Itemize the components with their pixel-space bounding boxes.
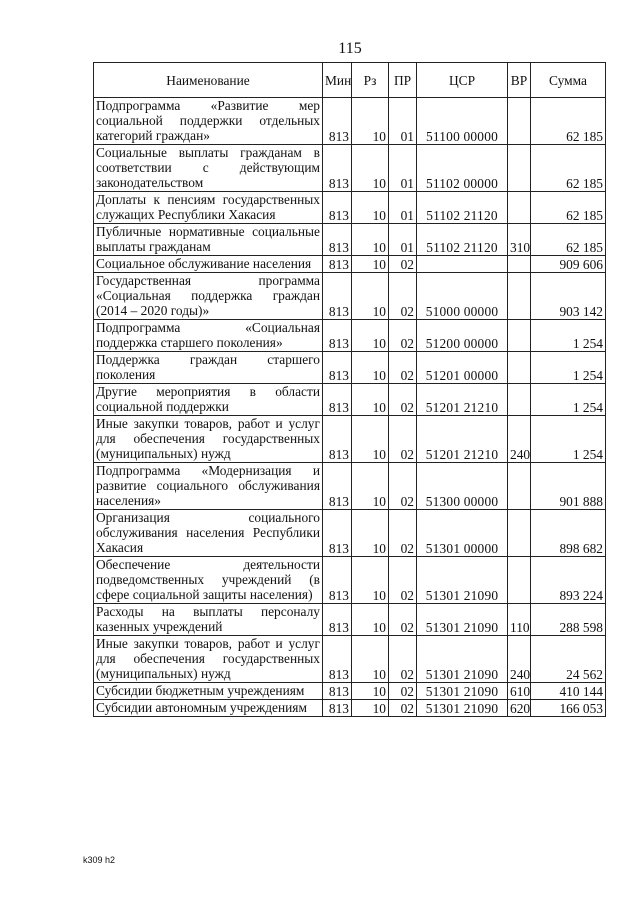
header-name: Наименование [94,63,323,98]
row-name: Иные закупки товаров, работ и услуг для обеспечения государственных (муниципальных) нужд [94,636,323,683]
row-min: 813 [323,352,352,384]
row-name: Подпрограмма «Социальная поддержка старшего поколения» [94,320,323,352]
row-rz: 10 [352,604,389,636]
row-name: Другие мероприятия в области социальной поддержки [94,384,323,416]
table-row [94,224,606,256]
row-name: Расходы на выплаты персоналу казенных учреждений [94,604,323,636]
row-rz: 10 [352,192,389,224]
row-csr: 51100 00000 [417,98,508,145]
row-sum: 1 254 [531,384,606,416]
row-rz: 10 [352,557,389,604]
row-vr: 610 [508,683,531,700]
row-pr: 01 [389,224,417,256]
table-row [94,636,606,683]
row-vr [508,510,531,557]
row-vr: 240 [508,636,531,683]
row-name: Социальное обслуживание населения [94,256,323,273]
row-sum: 62 185 [531,224,606,256]
row-name: Подпрограмма «Модернизация и развитие социального обслуживания населения» [94,463,323,510]
row-pr: 02 [389,352,417,384]
row-csr: 51200 00000 [417,320,508,352]
row-vr [508,320,531,352]
row-name: Обеспечение деятельности подведомственных учреждений (в сфере социальной защиты населения) [94,557,323,604]
table-header-row [94,63,606,98]
row-rz: 10 [352,273,389,320]
row-pr: 02 [389,557,417,604]
row-vr [508,352,531,384]
table-row [94,145,606,192]
row-sum: 1 254 [531,416,606,463]
row-pr: 02 [389,256,417,273]
row-csr: 51301 21090 [417,557,508,604]
row-min: 813 [323,384,352,416]
row-vr [508,192,531,224]
row-name: Поддержка граждан старшего поколения [94,352,323,384]
row-vr: 310 [508,224,531,256]
row-name: Субсидии автономным учреждениям [94,700,323,717]
row-pr: 02 [389,683,417,700]
row-rz: 10 [352,636,389,683]
row-rz: 10 [352,463,389,510]
row-sum: 903 142 [531,273,606,320]
row-pr: 02 [389,416,417,463]
row-min: 813 [323,98,352,145]
row-name: Подпрограмма «Развитие мер социальной поддержки отдельных категорий граждан» [94,98,323,145]
row-vr [508,98,531,145]
row-vr [508,463,531,510]
table-row [94,320,606,352]
row-sum: 898 682 [531,510,606,557]
table-row [94,256,606,273]
row-name: Субсидии бюджетным учреждениям [94,683,323,700]
header-pr: ПР [389,63,417,98]
row-min: 813 [323,192,352,224]
row-csr: 51000 00000 [417,273,508,320]
row-pr: 02 [389,320,417,352]
row-rz: 10 [352,384,389,416]
row-sum: 288 598 [531,604,606,636]
table-row [94,557,606,604]
row-min: 813 [323,510,352,557]
row-vr [508,273,531,320]
row-csr: 51201 21210 [417,384,508,416]
row-csr [417,256,508,273]
row-name: Государственная программа «Социальная поддержка граждан (2014 – 2020 годы)» [94,273,323,320]
row-csr: 51102 00000 [417,145,508,192]
table-row [94,700,606,717]
row-vr [508,557,531,604]
table-row [94,683,606,700]
header-min: Мин [323,63,352,98]
row-pr: 01 [389,145,417,192]
row-min: 813 [323,604,352,636]
table-row [94,510,606,557]
row-name: Социальные выплаты гражданам в соответствии с действующим законодательством [94,145,323,192]
row-pr: 01 [389,192,417,224]
row-csr: 51201 00000 [417,352,508,384]
table-row [94,273,606,320]
row-sum: 62 185 [531,192,606,224]
row-min: 813 [323,636,352,683]
row-sum: 166 053 [531,700,606,717]
row-pr: 02 [389,604,417,636]
table-row [94,604,606,636]
row-pr: 01 [389,98,417,145]
row-min: 813 [323,416,352,463]
row-rz: 10 [352,416,389,463]
header-rz: Рз [352,63,389,98]
row-rz: 10 [352,145,389,192]
row-csr: 51201 21210 [417,416,508,463]
row-pr: 02 [389,510,417,557]
table-row [94,352,606,384]
header-sum: Сумма [531,63,606,98]
row-csr: 51102 21120 [417,224,508,256]
row-pr: 02 [389,463,417,510]
row-pr: 02 [389,636,417,683]
row-vr [508,145,531,192]
row-vr [508,384,531,416]
row-csr: 51301 21090 [417,700,508,717]
row-csr: 51102 21120 [417,192,508,224]
row-sum: 1 254 [531,320,606,352]
row-name: Иные закупки товаров, работ и услуг для обеспечения государственных (муниципальных) нужд [94,416,323,463]
row-vr [508,256,531,273]
row-min: 813 [323,557,352,604]
row-rz: 10 [352,320,389,352]
row-sum: 410 144 [531,683,606,700]
row-min: 813 [323,145,352,192]
row-rz: 10 [352,510,389,557]
row-csr: 51300 00000 [417,463,508,510]
row-pr: 02 [389,700,417,717]
budget-table [93,62,606,717]
row-min: 813 [323,463,352,510]
footer-code: k309 h2 [83,855,116,865]
row-rz: 10 [352,98,389,145]
row-sum: 62 185 [531,145,606,192]
row-name: Доплаты к пенсиям государственных служащих Республики Хакасия [94,192,323,224]
table-row [94,192,606,224]
row-min: 813 [323,320,352,352]
row-rz: 10 [352,700,389,717]
row-vr: 110 [508,604,531,636]
row-min: 813 [323,224,352,256]
row-csr: 51301 21090 [417,683,508,700]
header-csr: ЦСР [417,63,508,98]
row-vr: 620 [508,700,531,717]
table-row [94,384,606,416]
row-sum: 893 224 [531,557,606,604]
row-sum: 909 606 [531,256,606,273]
header-vr: ВР [508,63,531,98]
row-sum: 901 888 [531,463,606,510]
row-pr: 02 [389,273,417,320]
row-csr: 51301 21090 [417,636,508,683]
row-sum: 1 254 [531,352,606,384]
row-rz: 10 [352,256,389,273]
row-min: 813 [323,683,352,700]
row-sum: 24 562 [531,636,606,683]
row-sum: 62 185 [531,98,606,145]
row-csr: 51301 21090 [417,604,508,636]
table-row [94,416,606,463]
row-rz: 10 [352,352,389,384]
row-csr: 51301 00000 [417,510,508,557]
row-rz: 10 [352,224,389,256]
row-name: Организация социального обслуживания населения Республики Хакасия [94,510,323,557]
row-pr: 02 [389,384,417,416]
row-min: 813 [323,700,352,717]
row-vr: 240 [508,416,531,463]
row-name: Публичные нормативные социальные выплаты гражданам [94,224,323,256]
row-min: 813 [323,273,352,320]
row-min: 813 [323,256,352,273]
table-row [94,98,606,145]
row-rz: 10 [352,683,389,700]
table-row [94,463,606,510]
page-number: 115 [338,40,362,57]
